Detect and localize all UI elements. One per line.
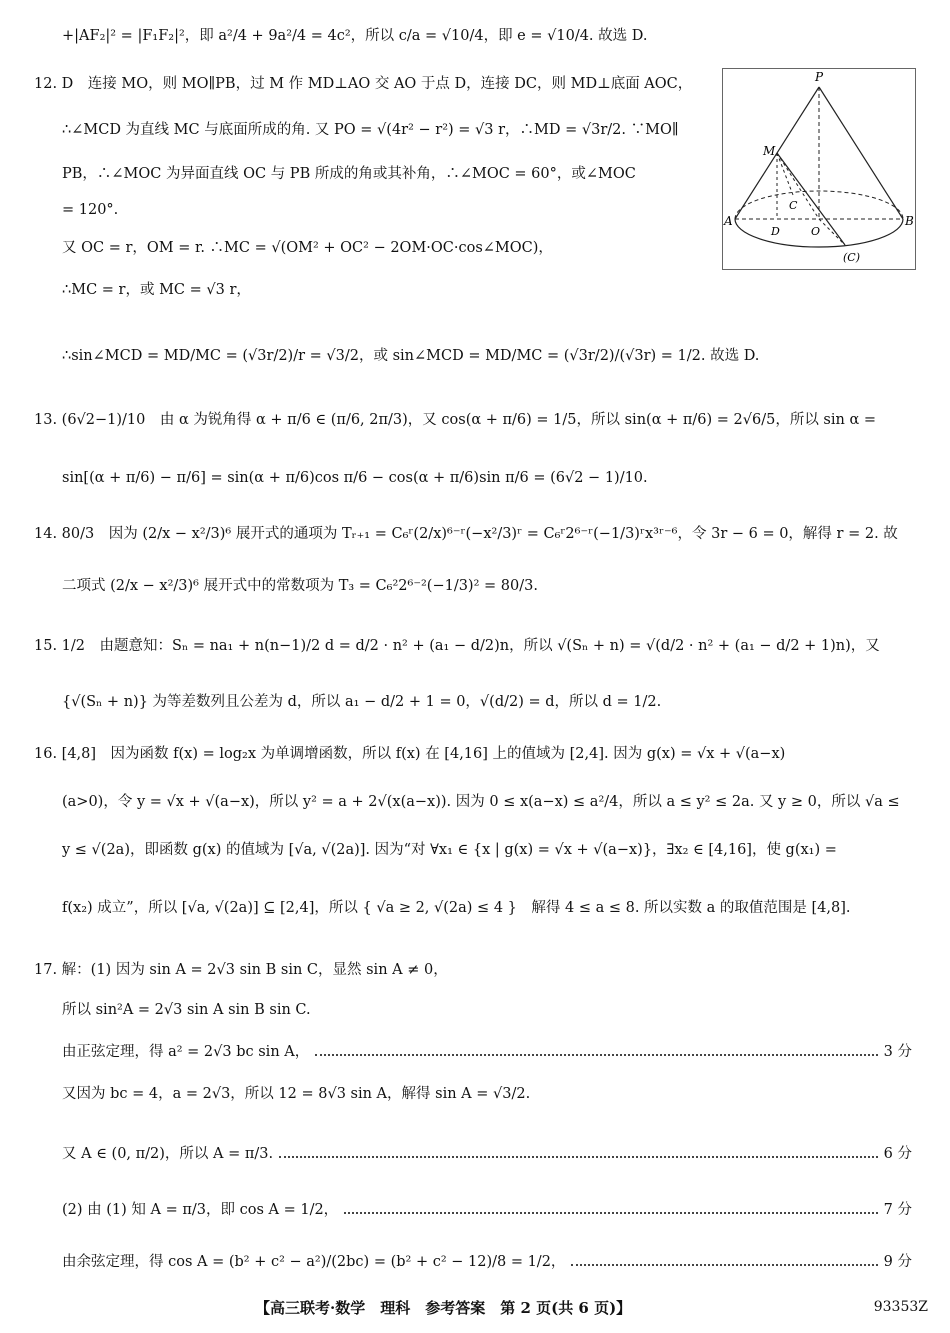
text-line: 又因为 bc = 4，a = 2√3，所以 12 = 8√3 sin A，解得 sin A = √3/2. (62, 1086, 531, 1102)
page-footer: 【高三联考·数学 理科 参考答案 第 2 页(共 6 页)】 (255, 1299, 632, 1317)
text-line: 所以 sin²A = 2√3 sin A sin B sin C. (62, 1002, 311, 1018)
text-line: y ≤ √(2a)，即函数 g(x) 的值域为 [√a, √(2a)]. 因为“对 ∀x₁ ∈ {x | g(x) = √x + √(a−x)}，∃x₂ ∈ [4,16]，使 g(x₁) = (62, 842, 837, 858)
text-line: +|AF₂|² = |F₁F₂|²，即 a²/4 + 9a²/4 = 4c²，所以 c/a = √10/4，即 e = √10/4. 故选 D. (62, 28, 648, 44)
score-row (62, 1198, 912, 1219)
score-row (62, 1142, 912, 1163)
text-line: 由正弦定理，得 a² = 2√3 bc sin A， (62, 1044, 310, 1060)
text-line: 由余弦定理，得 cos A = (b² + c² − a²)/(2bc) = (b² + c² − 12)/8 = 1/2， (62, 1254, 566, 1270)
score-row (62, 1040, 912, 1061)
dot-leader (344, 1212, 877, 1214)
score: 3 分 (883, 1044, 912, 1060)
text-line: ∴sin∠MCD = MD/MC = (√3r/2)/r = √3/2，或 sin∠MCD = MD/MC = (√3r/2)/(√3r) = 1/2. 故选 D. (62, 348, 760, 364)
dot-leader (571, 1264, 877, 1266)
text-line: 15. 1/2 由题意知：Sₙ = na₁ + n(n−1)/2 d = d/2 · n² + (a₁ − d/2)n，所以 √(Sₙ + n) = √(d/2 · n² + (a₁ − d/2 + 1)n)，又 (34, 638, 880, 654)
document-code: 93353Z (873, 1299, 928, 1315)
text-line: 13. (6√2−1)/10 由 α 为锐角得 α + π/6 ∈ (π/6, 2π/3)，又 cos(α + π/6) = 1/5，所以 sin(α + π/6) = 2√6/5，所以 sin α = (34, 412, 877, 428)
text-line: 又 OC = r，OM = r. ∴MC = √(OM² + OC² − 2OM·OC·cos∠MOC)， (62, 240, 553, 256)
label-O: O (811, 225, 821, 238)
text-line: 二项式 (2/x − x²/3)⁶ 展开式中的常数项为 T₃ = C₆²2⁶⁻²(−1/3)² = 80/3. (62, 578, 538, 594)
dot-leader (315, 1054, 877, 1056)
dot-leader (279, 1156, 878, 1158)
text-line: (2) 由 (1) 知 A = π/3，即 cos A = 1/2， (62, 1202, 339, 1218)
text-line: 14. 80/3 因为 (2/x − x²/3)⁶ 展开式的通项为 Tᵣ₊₁ = C₆ʳ(2/x)⁶⁻ʳ(−x²/3)ʳ = C₆ʳ2⁶⁻ʳ(−1/3)ʳx³ʳ⁻⁶，令 3r − 6 = 0，解得 r = 2. 故 (34, 526, 898, 542)
text-line: (a>0)，令 y = √x + √(a−x)，所以 y² = a + 2√(x(a−x)). 因为 0 ≤ x(a−x) ≤ a²/4，所以 a ≤ y² ≤ 2a. 又 y ≥ 0，所以 √a ≤ (62, 794, 900, 810)
label-A: A (724, 214, 733, 228)
text-line: = 120°. (62, 202, 119, 218)
text-line: ∴MC = r，或 MC = √3 r， (62, 282, 251, 298)
score: 6 分 (883, 1146, 912, 1162)
label-D: D (771, 225, 780, 238)
text-line: f(x₂) 成立”，所以 [√a, √(2a)] ⊆ [2,4]，所以 { √a ≥ 2, √(2a) ≤ 4 } 解得 4 ≤ a ≤ 8. 所以实数 a 的取值范围是 [4,8]. (62, 900, 851, 916)
label-M: M (763, 144, 776, 158)
label-C: C (789, 199, 798, 212)
text-line: ∴∠MCD 为直线 MC 与底面所成的角. 又 PO = √(4r² − r²) = √3 r，∴MD = √3r/2. ∵MO∥ (62, 122, 679, 138)
label-B: B (905, 214, 914, 228)
text-line: 16. [4,8] 因为函数 f(x) = log₂x 为单调增函数，所以 f(x) 在 [4,16] 上的值域为 [2,4]. 因为 g(x) = √x + √(a−x) (34, 746, 786, 762)
score: 9 分 (883, 1254, 912, 1270)
text-line: 12. D 连接 MO，则 MO∥PB，过 M 作 MD⊥AO 交 AO 于点 D，连接 DC，则 MD⊥底面 AOC， (34, 76, 693, 92)
score-row (62, 1250, 912, 1271)
text-line: sin[(α + π/6) − π/6] = sin(α + π/6)cos π/6 − cos(α + π/6)sin π/6 = (6√2 − 1)/10. (62, 470, 648, 486)
text-line: 17. 解：(1) 因为 sin A = 2√3 sin B sin C，显然 sin A ≠ 0， (34, 962, 448, 978)
text-line: 又 A ∈ (0, π/2)，所以 A = π/3. (62, 1146, 274, 1162)
text-line: {√(Sₙ + n)} 为等差数列且公差为 d，所以 a₁ − d/2 + 1 = 0，√(d/2) = d，所以 d = 1/2. (62, 694, 662, 710)
text-line: PB，∴∠MOC 为异面直线 OC 与 PB 所成的角或其补角，∴∠MOC = 60°，或∠MOC (62, 166, 636, 182)
label-C-prime: (C) (843, 251, 860, 264)
label-P: P (815, 70, 824, 84)
score: 7 分 (883, 1202, 912, 1218)
cone-figure (722, 68, 916, 270)
